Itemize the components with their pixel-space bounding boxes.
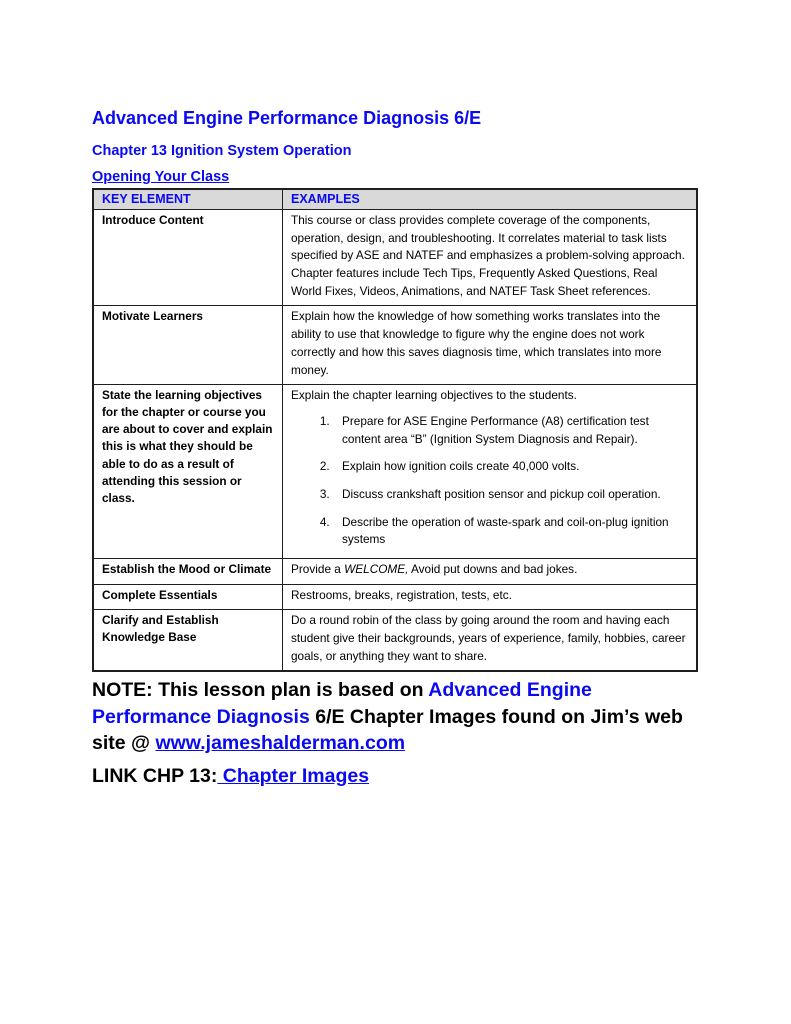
objective-item: 2. Explain how ignition coils create 40,000 volts. <box>333 458 688 476</box>
examples-cell <box>283 385 698 559</box>
examples-cell: Do a round robin of the class by going around the room and having each student give their backgrounds, years of experience, family, hobbies, career goals, or anything they want to share. <box>283 610 698 672</box>
key-element-cell: Establish the Mood or Climate <box>93 559 283 585</box>
objectives-list <box>291 413 688 549</box>
document-title: Advanced Engine Performance Diagnosis 6/E <box>92 108 482 128</box>
examples-cell: Restrooms, breaks, registration, tests, etc. <box>283 584 698 610</box>
note-text-part2: 6/E Chapter Images found on Jim’s web site @ <box>92 705 683 754</box>
objective-item: 3. Discuss crankshaft position sensor and pickup coil operation. <box>333 486 688 504</box>
objective-item: 1. Prepare for ASE Engine Performance (A8) certification test content area “B” (Ignition System Diagnosis and Repair). <box>333 413 688 448</box>
column-header-examples: EXAMPLES <box>283 189 698 210</box>
examples-cell: This course or class provides complete coverage of the components, operation, design, and troubleshooting. It correlates material to task lists specified by ASE and NATEF and emphasizes a problem-solving approach. Chapter features include Tech Tips, Frequently Asked Questions, Real World Fixes, Videos, Animations, and NATEF Task Sheet references. <box>283 210 698 306</box>
key-element-cell: Introduce Content <box>93 210 283 306</box>
mood-text-prefix: Provide a <box>291 562 345 576</box>
chapter-images-link[interactable]: Chapter Images <box>217 764 370 787</box>
table-header-row <box>93 189 697 210</box>
table-row <box>93 584 697 610</box>
note-paragraph <box>92 677 698 755</box>
website-link[interactable]: www.jameshalderman.com <box>155 731 406 754</box>
objectives-intro: Explain the chapter learning objectives to the students. <box>291 388 577 403</box>
examples-cell: Explain how the knowledge of how something works translates into the ability to use that knowledge to figure why the engine does not work correctly and how this saves diagnosis time, which translates into more money. <box>283 306 698 385</box>
key-element-cell: Complete Essentials <box>93 584 283 610</box>
table-row <box>93 306 697 385</box>
mood-text-suffix: Avoid put downs and bad jokes. <box>408 562 578 576</box>
objective-item: 4. Describe the operation of waste-spark and coil-on-plug ignition systems <box>333 514 688 549</box>
chapter-link-label: LINK CHP 13: <box>92 764 218 787</box>
table-row <box>93 610 697 672</box>
key-element-cell: Clarify and Establish Knowledge Base <box>93 610 283 672</box>
key-element-cell: State the learning objectives for the chapter or course you are about to cover and explain this is what they should be able to do as a result of attending this session or class. <box>93 385 283 559</box>
chapter-link-line <box>92 765 698 788</box>
note-text-part1: NOTE: This lesson plan is based on <box>92 679 429 702</box>
table-row <box>93 385 697 559</box>
section-heading: Opening Your Class <box>92 169 230 185</box>
table-row <box>93 559 697 585</box>
key-element-cell: Motivate Learners <box>93 306 283 385</box>
chapter-heading: Chapter 13 Ignition System Operation <box>92 143 352 159</box>
lesson-plan-table <box>92 188 698 672</box>
column-header-key-element: KEY ELEMENT <box>93 189 283 210</box>
welcome-italic-text: WELCOME, <box>344 562 409 576</box>
table-row <box>93 210 697 306</box>
note-book-title: Advanced Engine Performance Diagnosis <box>92 679 592 728</box>
examples-cell <box>283 559 698 585</box>
